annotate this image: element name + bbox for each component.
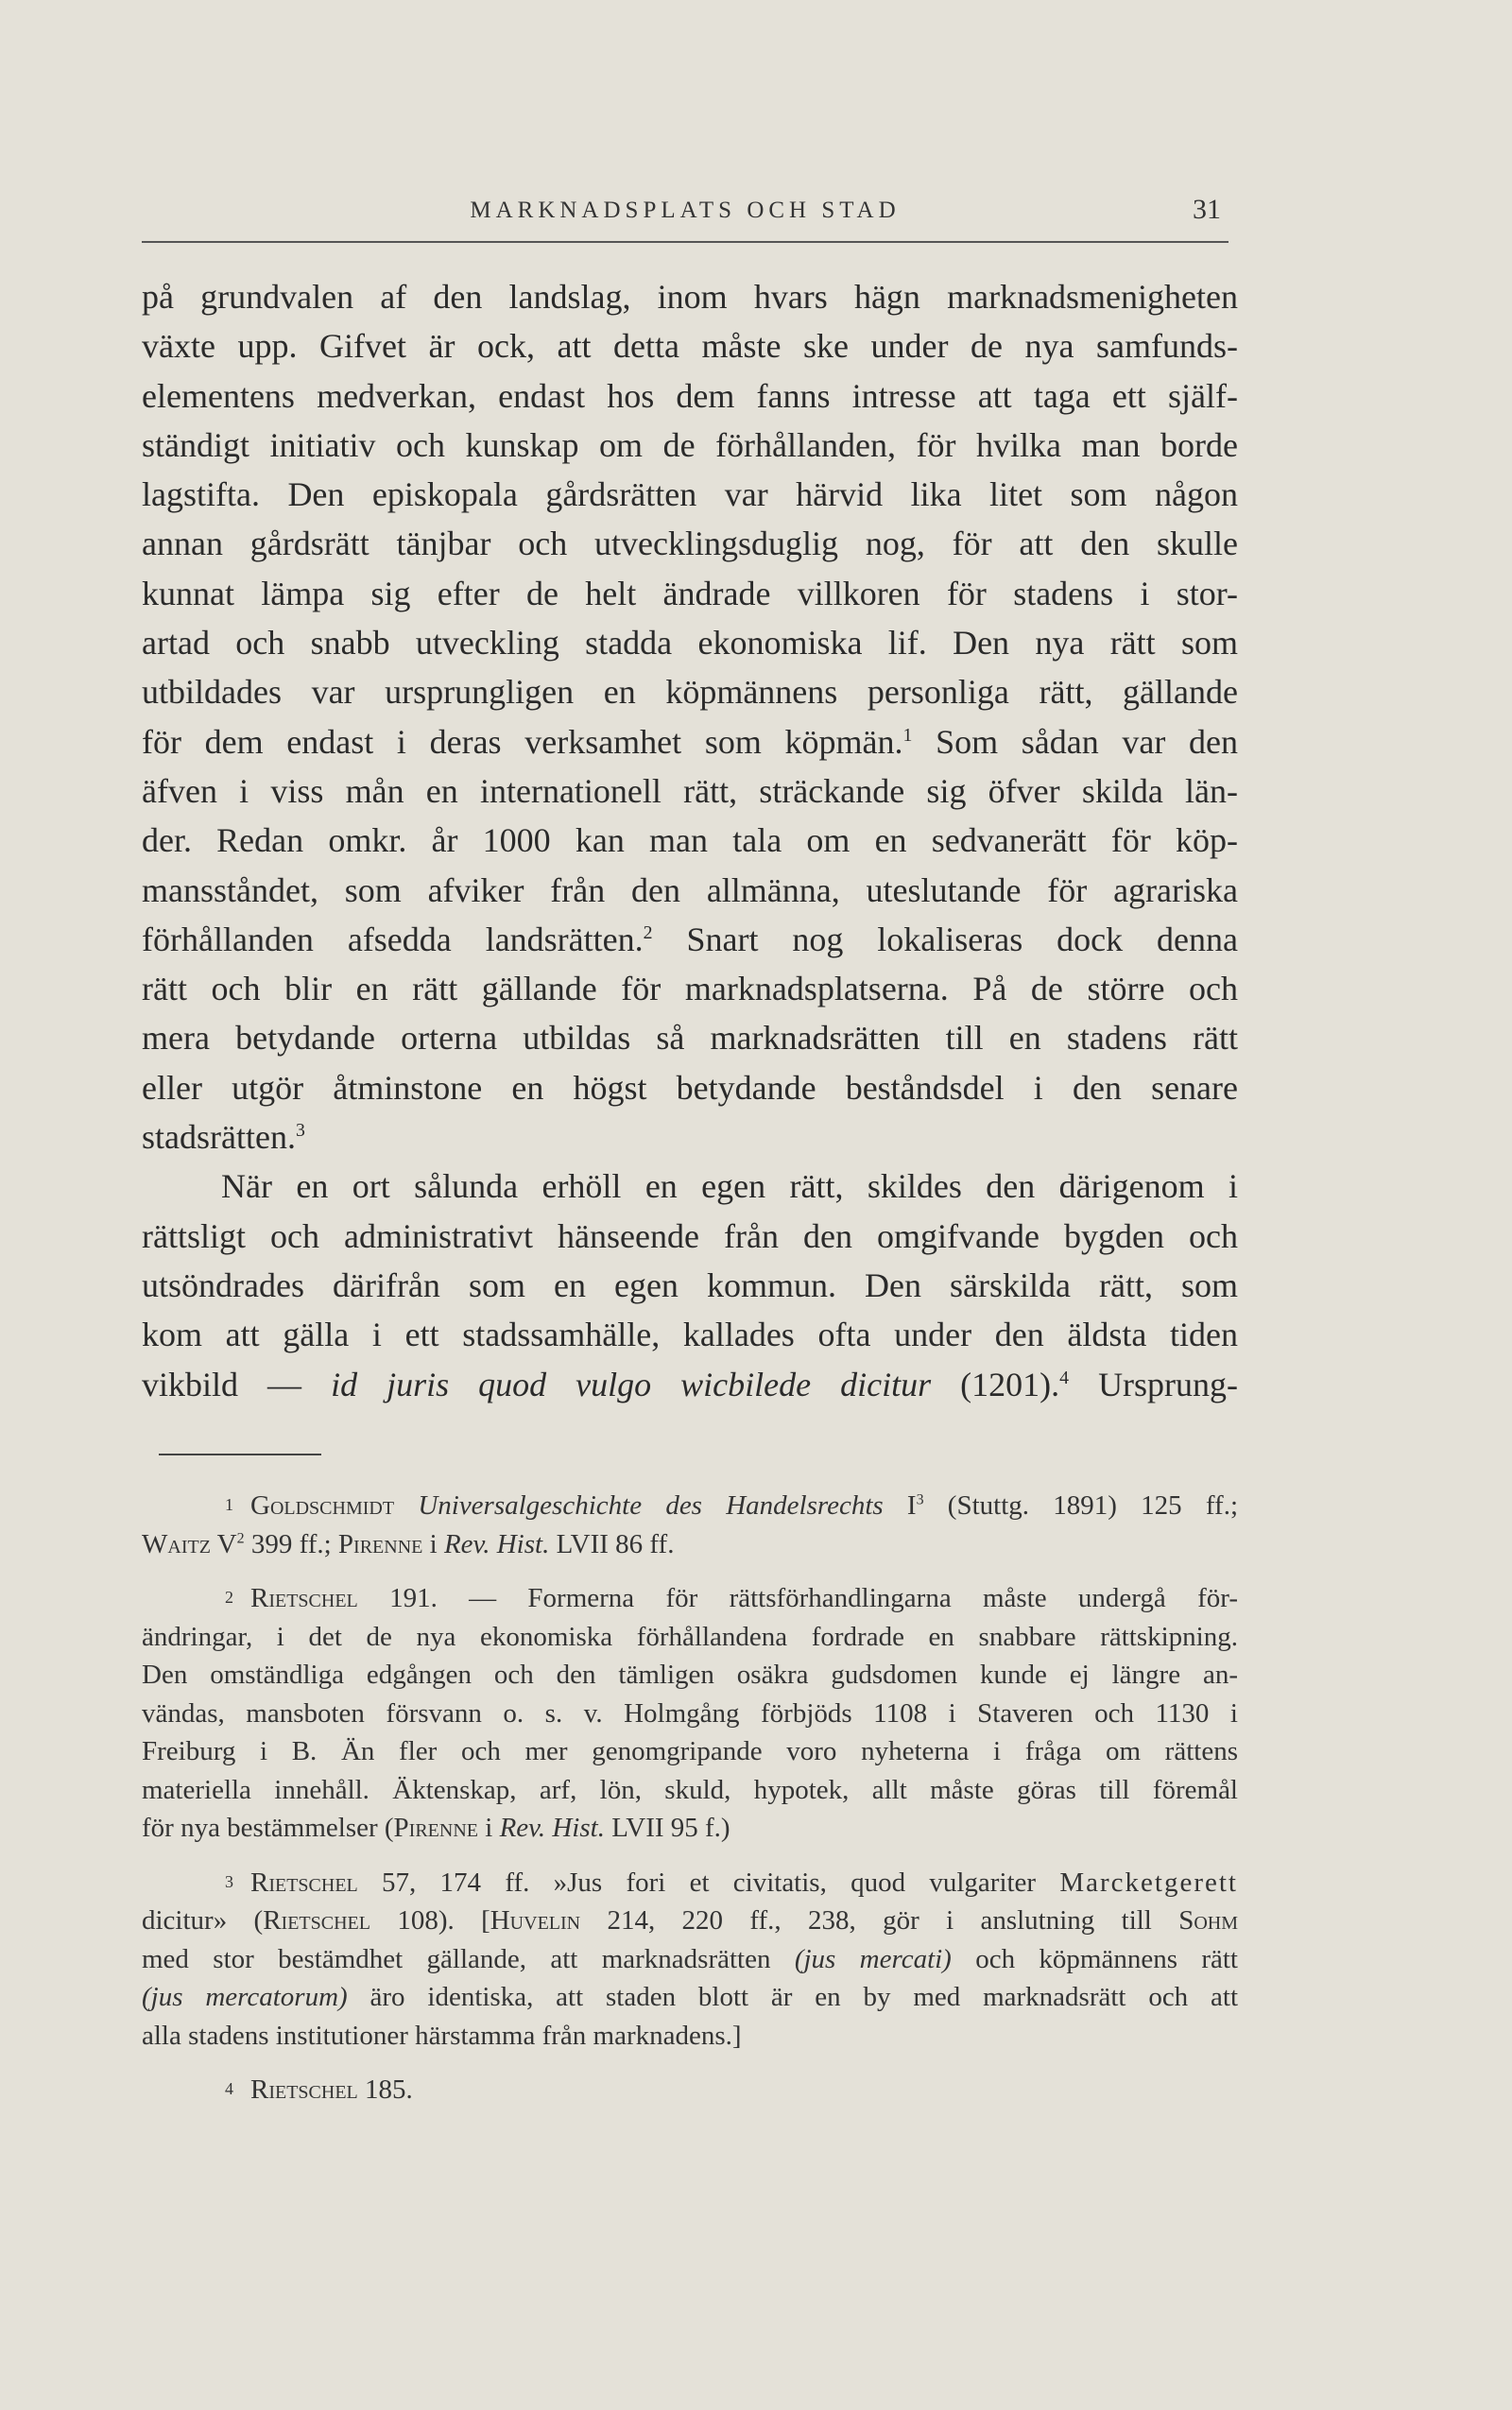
footnote-ref-3[interactable]: 3 [295,1120,305,1142]
page-header [142,194,1228,243]
text-line: mansståndet, som afviker från den allmänna, uteslutande för agrariska [142,870,1238,909]
footnote-line: 3 Rietschel 57, 174 ff. »Jus fori et civitatis, quod vulgariter Marcketgerett [225,1867,1238,1898]
text-line: elementens medverkan, endast hos dem fanns intresse att taga ett själf- [142,376,1238,415]
text-line: mera betydande orterna utbildas så marknadsrätten till en stadens rätt [142,1019,1238,1058]
footnote-line: alla stadens institutioner härstamma från marknadens.] [142,2020,742,2051]
text-line: der. Redan omkr. år 1000 kan man tala om en sedvanerätt för köp- [142,821,1238,860]
footnote-line: för nya bestämmelser (Pirenne i Rev. Hist. LVII 95 f.) [142,1813,730,1843]
footnote-ref-4[interactable]: 4 [1059,1367,1070,1388]
latin-quote: id juris quod vulgo wicbilede dicitur [331,1365,932,1403]
text-line: annan gårdsrätt tänjbar och utvecklingsduglig nog, för att den skulle [142,525,1238,563]
footnote-3 [142,1863,1238,2056]
footnote-line: med stor bestämdhet gällande, att marknadsrätten (jus mercati) och köpmännens rätt [142,1943,1238,1974]
footnote-ref-1[interactable]: 1 [902,724,913,746]
footnotes [142,1486,1238,2125]
text-line: växte upp. Gifvet är ock, att detta måste ske under de nya samfunds- [142,327,1238,366]
paragraph-1 [142,272,1238,1162]
footnote-2 [142,1578,1238,1848]
text-line: eller utgör åtminstone en högst betydande beståndsdel i den senare [142,1068,1238,1107]
footnote-line: 4 Rietschel 185. [225,2074,413,2105]
text-line: för dem endast i deras verksamhet som köpmän.$^1$ Som sådan var den [142,722,1239,761]
text-line: utsöndrades därifrån som en egen kommun. Den särskilda rätt, som [142,1265,1238,1304]
text-line: rättsligt och administrativt hänseende från den omgifvande bygden och [142,1216,1238,1255]
footnote-line: Den omständliga edgången och den tämligen osäkra gudsdomen kunde ej längre an- [142,1660,1238,1690]
footnote-line: dicitur» (Rietschel 108). [Huvelin 214, 220 ff., 238, gör i anslutning till Sohm [142,1905,1239,1936]
footnote-line: ändringar, i det de nya ekonomiska förhållandena fordrade en snabbare rättskipning. [142,1621,1238,1652]
footnote-ref-2[interactable]: 2 [643,921,653,943]
footnote-4 [142,2070,1238,2109]
page-number: 31 [1193,194,1221,225]
footnote-line: Waitz $V^2$ 399 ff.; Pirenne i Rev. Hist. LVII 86 ff. [142,1528,675,1559]
paragraph-2 [142,1162,1238,1408]
footnote-line: Freiburg i B. Än fler och mer genomgripande voro nyheterna i fråga om rättens [142,1736,1238,1766]
text-line: lagstifta. Den episkopala gårdsrätten var härvid lika litet som någon [142,475,1238,514]
text-line: När en ort sålunda erhöll en egen rätt, skildes den därigenom i [221,1167,1238,1206]
footnote-1 [142,1486,1238,1563]
text-line: utbildades var ursprungligen en köpmännens personliga rätt, gällande [142,673,1238,712]
footnote-divider [159,1454,321,1455]
text-line: kom att gälla i ett stadssamhälle, kallades ofta under den äldsta tiden [142,1316,1238,1354]
text-line: äfven i viss mån en internationell rätt, sträckande sig öfver skilda län- [142,771,1238,810]
text-line: förhållanden afsedda landsrätten.$^2$ Snart nog lokaliseras dock denna [142,920,1239,958]
text-line: artad och snabb utveckling stadda ekonomiska lif. Den nya rätt som [142,624,1238,663]
footnote-line: 1 Goldschmidt Universalgeschichte des Handelsrechts $I^3$ (Stuttg. 1891) 125 ff.; [225,1490,1239,1521]
body-text [142,272,1238,1409]
text-line: stadsrätten.$^3$ [142,1118,305,1157]
footnote-line: materiella innehåll. Äktenskap, arf, lön, skuld, hypotek, allt måste göras till föremål [142,1774,1238,1805]
text-line: rätt och blir en rätt gällande för marknadsplatserna. På de större och [142,970,1238,1008]
text-line: ständigt initiativ och kunskap om de förhållanden, för hvilka man borde [142,425,1238,464]
footnote-line: 2 Rietschel 191. — Formerna för rättsförhandlingarna måste undergå för- [225,1583,1238,1613]
text-line: kunnat lämpa sig efter de helt ändrade villkoren för stadens i stor- [142,574,1238,612]
footnote-line: (jus mercatorum) äro identiska, att staden blott är en by med marknadsrätt och att [142,1982,1239,2012]
text-line: vikbild — id juris quod vulgo wicbilede dicitur (1201).$^4$ Ursprung- [142,1365,1239,1403]
footnote-line: vändas, mansboten försvann o. s. v. Holmgång förbjöds 1108 i Staveren och 1130 i [142,1697,1238,1729]
running-title: MARKNADSPLATS OCH STAD [470,198,901,223]
text-line: på grundvalen af den landslag, inom hvars hägn marknadsmenigheten [142,278,1238,316]
